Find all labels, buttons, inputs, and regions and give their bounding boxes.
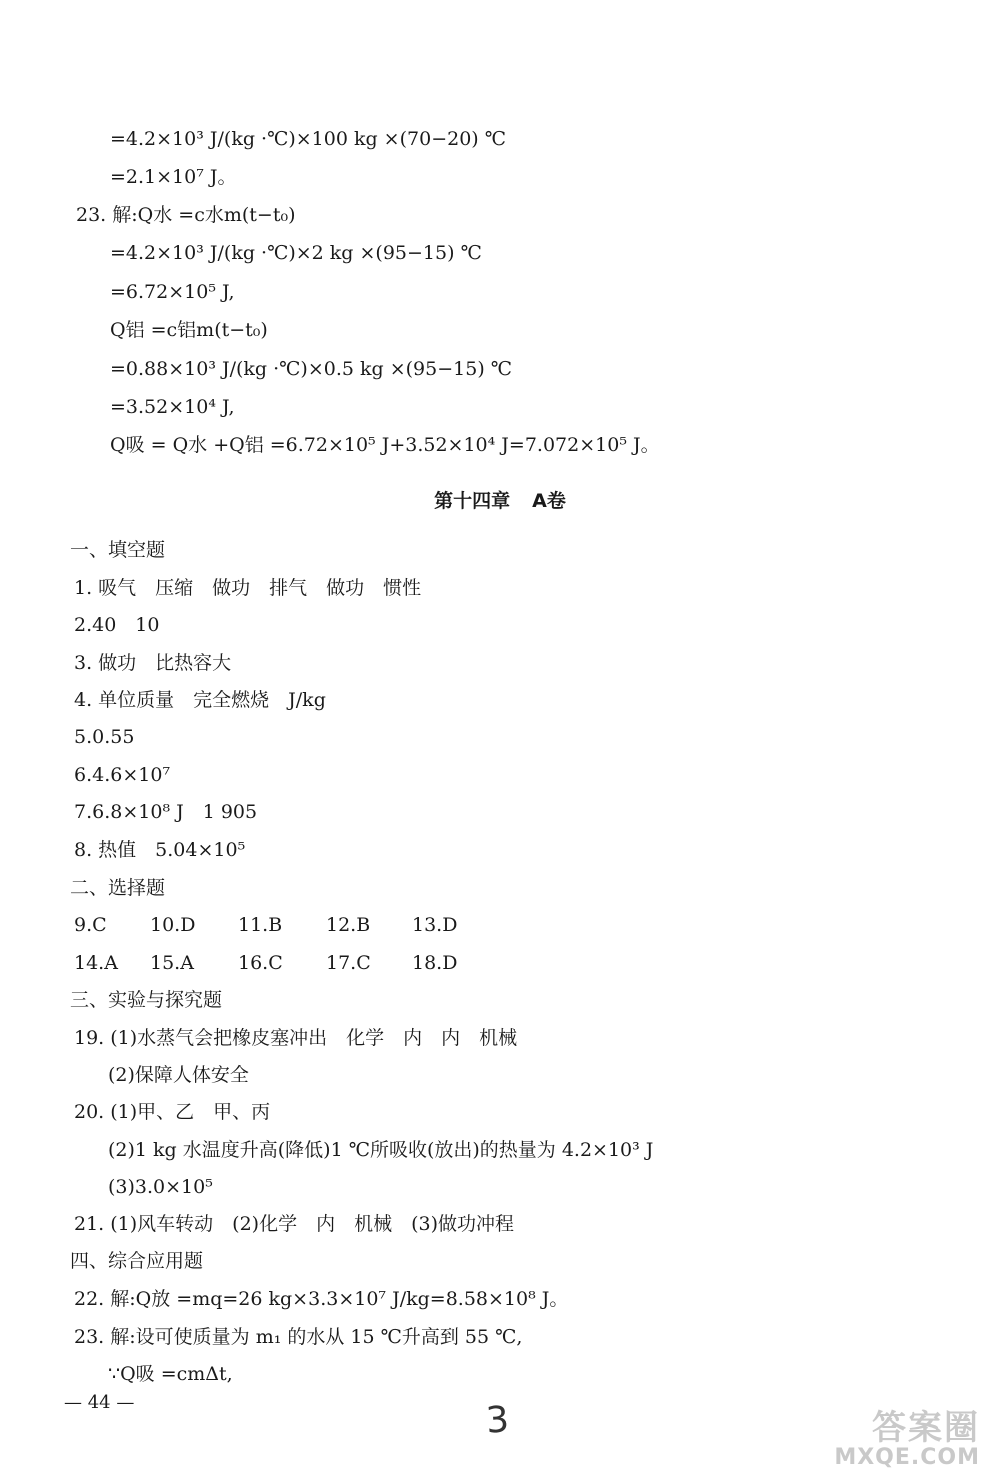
answer-line: 8. 热值 5.04×10⁵ [74, 839, 246, 861]
watermark-logo-text: 答案圈 [872, 1408, 980, 1448]
page-number: — 44 — [64, 1392, 135, 1413]
text-line: 23. 解:Q水 =c水m(t−t₀) [76, 204, 296, 226]
answer-line: 2.40 10 [74, 614, 160, 636]
chapter-title-main: 第十四章 [434, 490, 511, 512]
answer-line: 4. 单位质量 完全燃烧 J/kg [74, 689, 326, 711]
choice-item: 14.A [74, 952, 118, 974]
choice-item: 16.C [238, 952, 283, 974]
answer-line: 5.0.55 [74, 726, 135, 748]
text-line: =0.88×10³ J/(kg ·℃)×0.5 kg ×(95−15) ℃ [110, 358, 513, 380]
handwritten-mark: 3 [484, 1399, 511, 1442]
text-line: Q吸 = Q水 +Q铝 =6.72×10⁵ J+3.52×10⁴ J=7.072×10⁵ J。 [110, 434, 660, 456]
section-heading: 一、填空题 [70, 539, 166, 561]
answer-line: 6.4.6×10⁷ [74, 764, 171, 786]
choice-item: 18.D [412, 952, 458, 974]
chapter-title-sub: A卷 [532, 490, 566, 512]
answer-line: 7.6.8×10⁸ J 1 905 [74, 801, 258, 823]
text-line: =6.72×10⁵ J, [110, 281, 235, 303]
answer-line: 21. (1)风车转动 (2)化学 内 机械 (3)做功冲程 [74, 1213, 514, 1235]
answer-line: 22. 解:Q放 =mq=26 kg×3.3×10⁷ J/kg=8.58×10⁸ J。 [74, 1288, 569, 1310]
section-heading: 四、综合应用题 [70, 1250, 204, 1272]
answer-line: (2)1 kg 水温度升高(降低)1 ℃所吸收(放出)的热量为 4.2×10³ J [108, 1139, 654, 1161]
section-heading: 二、选择题 [70, 877, 166, 899]
section-heading: 三、实验与探究题 [70, 989, 223, 1011]
answer-line: ∵Q吸 =cmΔt, [108, 1363, 233, 1385]
answer-line: (3)3.0×10⁵ [108, 1176, 213, 1198]
choice-item: 17.C [326, 952, 371, 974]
answer-line: 20. (1)甲、乙 甲、丙 [74, 1101, 271, 1123]
chapter-title [0, 486, 1000, 513]
choice-item: 10.D [150, 914, 196, 936]
choice-item: 15.A [150, 952, 194, 974]
text-line: =4.2×10³ J/(kg ·℃)×2 kg ×(95−15) ℃ [110, 242, 482, 264]
choice-item: 9.C [74, 914, 107, 936]
text-line: =4.2×10³ J/(kg ·℃)×100 kg ×(70−20) ℃ [110, 128, 506, 150]
answer-line: 1. 吸气 压缩 做功 排气 做功 惯性 [74, 577, 422, 599]
choice-item: 11.B [238, 914, 283, 936]
watermark-logo [810, 1400, 980, 1470]
choice-item: 13.D [412, 914, 458, 936]
text-line: =3.52×10⁴ J, [110, 396, 235, 418]
answer-line: (2)保障人体安全 [108, 1064, 249, 1086]
watermark-url: MXQE.COM [834, 1445, 980, 1470]
answer-line: 23. 解:设可使质量为 m₁ 的水从 15 ℃升高到 55 ℃, [74, 1326, 523, 1348]
text-line: Q铝 =c铝m(t−t₀) [110, 319, 268, 341]
choice-item: 12.B [326, 914, 371, 936]
answer-line: 19. (1)水蒸气会把橡皮塞冲出 化学 内 内 机械 [74, 1027, 518, 1049]
answer-line: 3. 做功 比热容大 [74, 652, 232, 674]
text-line: =2.1×10⁷ J。 [110, 166, 237, 188]
